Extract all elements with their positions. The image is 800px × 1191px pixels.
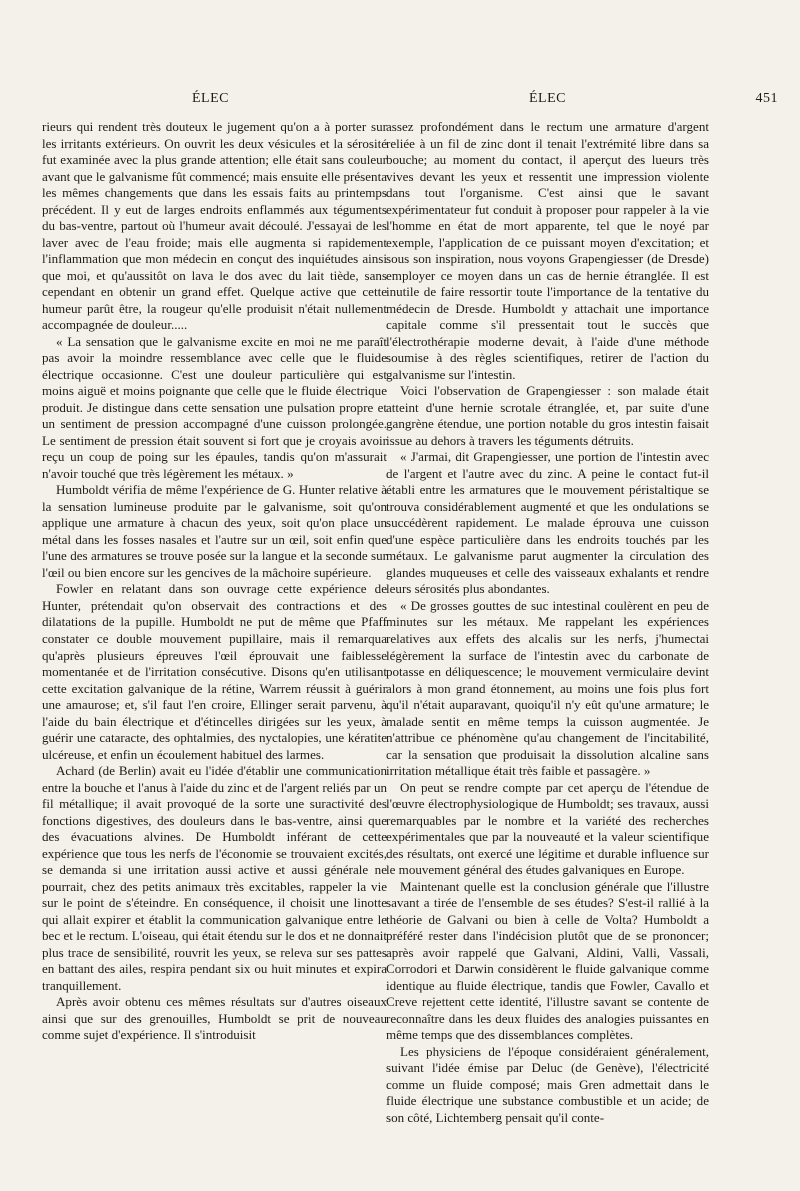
- paragraph: « De grosses gouttes de suc intestinal coulèrent en peu de minutes sur les métaux. Me rappelant les expériences relatives aux effets des alcalis sur les nerfs, j'humectai légèrement la surface de l'intestin avec du carbonate de potasse en déliquescence; le mouvement vermiculaire devint alors à mon grand étonnement, au moins une fois plus fort qu'il n'était auparavant, quoiqu'il n'y eût qu'une armature; le malade sentit en même temps la cuisson augmentée. Je n'attribue ce phénomène qu'au changement de l'incitabilité, car la sensation que produisait la dissolution alcaline sans irritation métallique était très faible et passagère. »: [386, 597, 709, 779]
- paragraph: assez profondément dans le rectum une armature d'argent reliée à un fil de zinc dont il tenait l'extrémité libre dans sa bouche; au moment du contact, il aperçut des lueurs très vives devant les yeux et ressentit une impression violente dans tout l'organisme. C'est ainsi que le savant expérimentateur fut conduit à proposer pour rappeler à la vie l'homme en état de mort apparente, tel que le noyé par exemple, l'application de ce puissant moyen d'excitation; et sous son inspiration, nous voyons Grapengiesser (de Dresde) employer ce moyen dans un cas de hernie étranglée. Il est inutile de faire ressortir toute l'importance de la tentative du médecin de Dresde. Humboldt y attachait une importance capitale comme s'il pressentait tout le succès que l'électrothérapie moderne devait, à l'aide d'une méthode soumise à des règles scientifiques, retirer de l'action du galvanisme sur l'intestin.: [386, 119, 709, 382]
- running-header-right: ÉLEC: [529, 91, 566, 106]
- page-number: 451: [755, 91, 778, 106]
- right-column: [386, 119, 709, 1126]
- paragraph: « J'armai, dit Grapengiesser, une portion de l'intestin avec de l'argent et l'autre avec du zinc. A peine le contact fut-il établi entre les armatures que le mouvement péristaltique se trouva considérablement augmenté et que les ondulations se succédèrent rapidement. Le malade éprouva une cuisson d'une espèce particulière dans les endroits touchés par les métaux. Le galvanisme parut augmenter la circulation des glandes muqueuses et celle des vaisseaux exhalants et rendre leurs sérosités plus abondantes.: [386, 449, 709, 597]
- paragraph: Achard (de Berlin) avait eu l'idée d'établir une communication entre la bouche et l'anus à l'aide du zinc et de l'argent reliés par un fil métallique; il avait provoqué de la sorte une suractivité des fonctions digestives, des douleurs dans le bas-ventre, ainsi que des évacuations alvines. De Humboldt inférant de cette expérience que tous les nerfs de l'économie se trouvaient excités, se demanda si une irritation aussi active et aussi générale ne pourrait, chez des petits animaux très excitables, rappeler la vie sur le point de s'éteindre. En conséquence, il choisit une linotte qui allait expirer et établit la communication galvanique entre le bec et le rectum. L'oiseau, qui était étendu sur le dos et ne donnait plus trace de sensibilité, rouvrit les yeux, se releva sur ses pattes en battant des ailes, respira pendant six ou huit minutes et expira tranquillement.: [42, 763, 387, 993]
- paragraph: Maintenant quelle est la conclusion générale que l'illustre savant a tirée de l'ensemble de ses études? S'est-il rallié à la théorie de Galvani ou bien à celle de Volta? Humboldt a préféré rester dans l'indécision plutôt que de se prononcer; après avoir rappelé que Galvani, Aldini, Valli, Vassali, Corrodori et Darwin considèrent le fluide galvanique comme identique au fluide électrique, tandis que Fowler, Cavallo et Creve rejettent cette identité, l'illustre savant se contente de reconnaître dans les deux fluides des analogies puissantes en même temps que des dissemblances complètes.: [386, 878, 709, 1043]
- paragraph: Fowler en relatant dans son ouvrage cette expérience de Hunter, prétendait qu'on observait des contractions et des dilatations de la pupille. Humboldt ne put de même que Pfaff constater ce double mouvement pupillaire, mais il remarqua qu'après plusieurs épreuves l'œil éprouvait une faiblesse momentanée et de l'irritation consécutive. Disons qu'en utilisant cette excitation galvanique de la rétine, Warrem réussit à guérir une amaurose; et, s'il faut l'en croire, Ellinger serait parvenu, à l'aide du bain électrique et d'étincelles dirigées sur les yeux, à guérir une cataracte, des ophtalmies, des nyctalopies, une kératite ulcéreuse, et enfin un écoulement habituel des larmes.: [42, 581, 387, 762]
- paragraph: On peut se rendre compte par cet aperçu de l'étendue de l'œuvre électrophysiologique de Humboldt; ses travaux, aussi remarquables par le nombre et la variété des recherches expérimentales que par la nouveauté et la valeur scientifique des résultats, ont exercé une légitime et durable influence sur le mouvement général des études galvaniques en Europe.: [386, 779, 709, 878]
- paragraph: rieurs qui rendent très douteux le jugement qu'on a à porter sur les irritants extérieurs. On ouvrit les deux vésicules et la sérosité fut examinée avec la plus grande attention; elle était sans couleur avant que le galvanisme fût commencé; mais ensuite elle présenta les mêmes changements que dans les essais faits au printemps précédent. Il y eut de larges endroits enflammés aux téguments du bas-ventre, partout où l'humeur avait découlé. J'essayai de les laver avec de l'eau froide; mais elle augmenta si rapidement l'inflammation que mon médecin en conçut des inquiétudes ainsi que moi, et qu'aussitôt on lava le dos avec du lait tiède, sans cependant en obtenir un grand effet. Quelque active que cette humeur parût être, la rougeur qu'elle produisit n'était nullement accompagnée de douleur.....: [42, 119, 387, 333]
- paragraph: Les physiciens de l'époque considéraient généralement, suivant l'idée émise par Deluc (de Genève), l'électricité comme un fluide composé; mais Gren admettait dans le fluide électrique une substance combustible et un acide; de son côté, Lichtemberg pensait qu'il conte-: [386, 1043, 709, 1125]
- left-column: [42, 119, 387, 1044]
- paragraph: Après avoir obtenu ces mêmes résultats sur d'autres oiseaux ainsi que sur des grenouilles, Humboldt se prit de nouveau comme sujet d'expérience. Il s'introduisit: [42, 994, 387, 1043]
- paragraph: « La sensation que le galvanisme excite en moi ne me paraît pas avoir la moindre ressemblance avec celle que le fluide électrique occasionne. C'est une douleur particulière qui est moins aiguë et moins poignante que celle que le fluide électrique produit. Je distingue dans cette sensation une pulsation propre et un sentiment de pression accompagné d'une cuisson prolongée. Le sentiment de pression était souvent si fort que je croyais avoir reçu un coup de poing sur les épaules, tandis qu'on m'assurait n'avoir touché que très légèrement les métaux. »: [42, 333, 387, 481]
- paragraph: Voici l'observation de Grapengiesser : son malade était atteint d'une hernie scrotale étranglée, et, par suite d'une gangrène étendue, une portion notable du gros intestin faisait issue au dehors à travers les téguments détruits.: [386, 383, 709, 448]
- paragraph: Humboldt vérifia de même l'expérience de G. Hunter relative à la sensation lumineuse produite par le galvanisme, soit qu'on applique une armature à chacun des yeux, soit qu'on place un métal dans les fosses nasales et l'autre sur un œil, soit enfin que l'une des armatures se trouve posée sur la langue et la seconde sur l'œil ou bien encore sur les gencives de la mâchoire supérieure.: [42, 482, 387, 580]
- running-header-left: ÉLEC: [192, 91, 229, 106]
